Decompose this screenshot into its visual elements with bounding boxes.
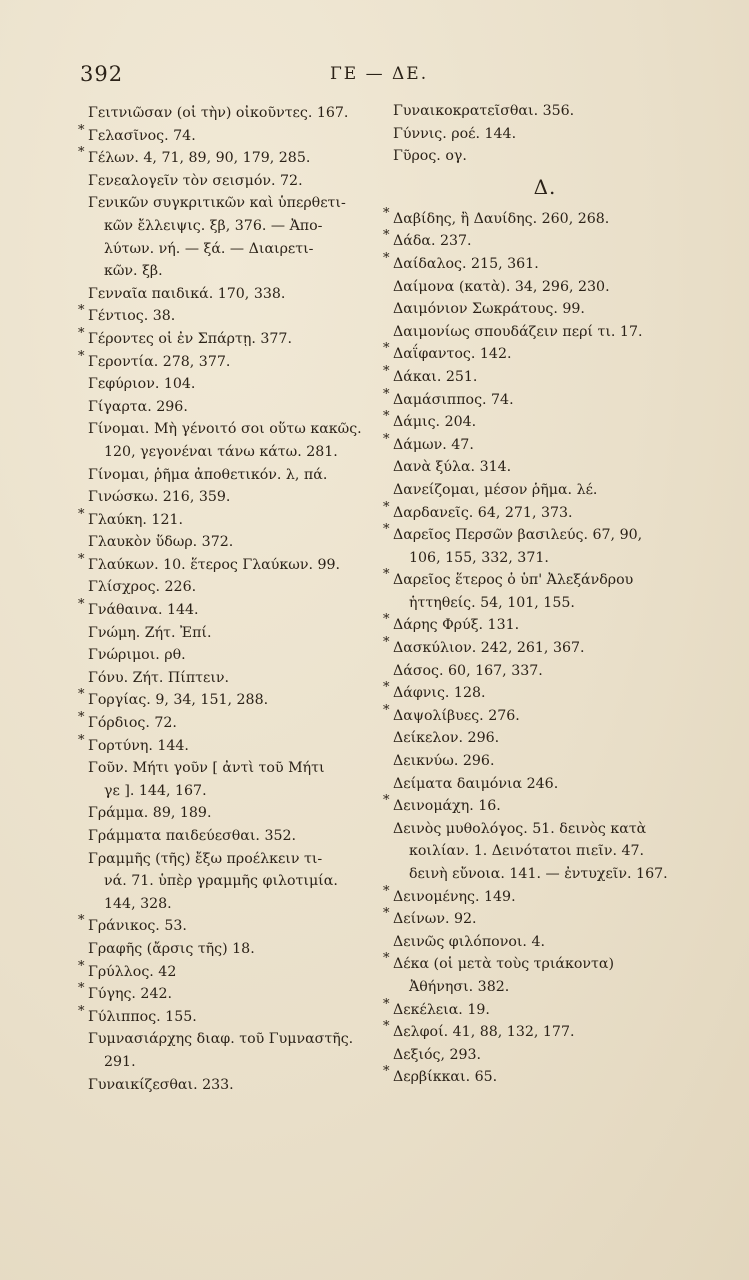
index-entry-line: Γεροντία. 278, 377. bbox=[88, 353, 231, 370]
asterisk-marker: * bbox=[383, 363, 390, 379]
index-entry-line: Γύλιππος. 155. bbox=[88, 1008, 197, 1025]
asterisk-marker: * bbox=[78, 981, 85, 997]
index-entry-line: Γενεαλογεῖν τὸν σεισμόν. 72. bbox=[88, 172, 303, 189]
index-entry bbox=[80, 757, 380, 802]
index-entry-line: Γέντιος. 38. bbox=[88, 308, 176, 325]
asterisk-marker: * bbox=[78, 913, 85, 929]
index-entry bbox=[383, 250, 705, 276]
index-entry-line: Δέκα (οἱ μετὰ τοὺς τριάκοντα) bbox=[393, 956, 615, 973]
index-entry bbox=[385, 276, 705, 299]
index-entry bbox=[80, 644, 380, 667]
index-entry bbox=[385, 100, 705, 123]
index-entry-line: Δασκύλιον. 242, 261, 367. bbox=[393, 640, 585, 657]
index-entry bbox=[80, 170, 380, 193]
asterisk-marker: * bbox=[78, 1003, 85, 1019]
index-entry-line: Δεικνύω. 296. bbox=[393, 753, 495, 770]
index-entry-line: Δαρδανεῖς. 64, 271, 373. bbox=[393, 504, 573, 521]
index-entry bbox=[383, 499, 705, 525]
index-entry-line: Δαβίδης, ἢ Δαυίδης. 260, 268. bbox=[393, 210, 610, 227]
asterisk-marker: * bbox=[383, 205, 390, 221]
asterisk-marker: * bbox=[383, 906, 390, 922]
index-entry bbox=[80, 147, 380, 170]
index-entry-line: Γύγης. 242. bbox=[88, 986, 173, 1003]
index-entry-line: Δαίμονα (κατὰ). 34, 296, 230. bbox=[393, 278, 610, 295]
index-entry bbox=[385, 818, 705, 886]
index-entry bbox=[385, 321, 705, 344]
index-entry-line: δεινὴ εὔνοια. 141. — ἐντυχεῖν. 167. bbox=[409, 866, 668, 882]
index-entry-line: Γέροντες οἱ ἐν Σπάρτῃ. 377. bbox=[88, 330, 292, 347]
index-entry bbox=[385, 479, 705, 502]
index-entry-line: Γειτνιῶσαν (οἱ τὴν) οἰκοῦντες. 167. bbox=[88, 105, 349, 121]
index-entry-line: Γύννις. ροέ. 144. bbox=[393, 125, 517, 142]
index-entry bbox=[80, 599, 380, 622]
index-entry-line: 291. bbox=[104, 1053, 136, 1070]
index-entry-line: Γραφῆς (ἄρσις τῆς) 18. bbox=[88, 940, 255, 957]
index-entry bbox=[385, 343, 705, 366]
index-entry-line: Δάσος. 60, 167, 337. bbox=[393, 662, 543, 679]
asterisk-marker: * bbox=[78, 303, 85, 319]
index-column-right-main bbox=[383, 205, 705, 1089]
asterisk-marker: * bbox=[78, 732, 85, 748]
index-entry-line: Γῦρος. ογ. bbox=[393, 148, 467, 165]
index-entry bbox=[80, 464, 380, 487]
section-heading: Δ. bbox=[533, 174, 557, 199]
index-entry-line: Γοργίας. 9, 34, 151, 288. bbox=[88, 692, 269, 709]
index-entry-line: Δείνων. 92. bbox=[393, 911, 477, 928]
index-column-right-top bbox=[385, 100, 705, 168]
index-entry bbox=[385, 456, 705, 479]
index-entry bbox=[385, 931, 705, 954]
index-entry bbox=[80, 802, 380, 825]
index-entry-line: Γοῦν. Μήτι γοῦν [ ἀντὶ τοῦ Μήτι bbox=[88, 760, 325, 777]
asterisk-marker: * bbox=[78, 122, 85, 138]
index-entry-line: Δάδα. 237. bbox=[393, 233, 472, 250]
asterisk-marker: * bbox=[78, 958, 85, 974]
index-entry bbox=[385, 524, 705, 569]
index-entry bbox=[78, 551, 380, 577]
index-entry-line: 106, 155, 332, 371. bbox=[409, 549, 549, 566]
index-entry bbox=[383, 883, 705, 909]
index-entry bbox=[80, 102, 380, 125]
asterisk-marker: * bbox=[78, 348, 85, 364]
index-entry-line: Γελασῖνος. 74. bbox=[88, 127, 196, 144]
index-entry bbox=[385, 1044, 705, 1067]
index-entry-line: Ἀθήνησι. 382. bbox=[409, 978, 510, 995]
index-entry-line: Δαίδαλος. 215, 361. bbox=[393, 255, 539, 272]
index-entry bbox=[385, 660, 705, 683]
asterisk-marker: * bbox=[383, 951, 390, 967]
asterisk-marker: * bbox=[383, 793, 390, 809]
index-entry bbox=[383, 205, 705, 231]
index-entry bbox=[385, 773, 705, 796]
index-entry-line: Δεινομάχη. 16. bbox=[393, 798, 501, 815]
index-entry-line: λύτων. νή. — ξά. — Διαιρετι- bbox=[104, 240, 314, 257]
index-entry bbox=[385, 411, 705, 434]
index-entry bbox=[78, 732, 380, 758]
index-entry-line: Δεινὸς μυθολόγος. 51. δεινὸς κατὰ bbox=[393, 820, 647, 837]
index-entry-line: Γλαυκὸν ὕδωρ. 372. bbox=[88, 534, 234, 551]
index-entry-line: Δείματα δαιμόνια 246. bbox=[393, 775, 559, 792]
index-entry-line: ἡττηθείς. 54, 101, 155. bbox=[409, 594, 575, 611]
index-entry bbox=[80, 576, 380, 599]
index-entry-line: Δάκαι. 251. bbox=[393, 368, 478, 385]
index-entry bbox=[383, 386, 705, 412]
index-column-right bbox=[385, 100, 705, 1089]
index-entry-line: Δείκελον. 296. bbox=[393, 730, 500, 747]
index-entry bbox=[78, 325, 380, 351]
index-entry-line: Δαμάσιππος. 74. bbox=[393, 391, 514, 408]
index-entry bbox=[385, 750, 705, 773]
index-entry bbox=[80, 938, 380, 961]
index-entry-line: Δάρης Φρύξ. 131. bbox=[393, 617, 520, 634]
index-entry bbox=[80, 983, 380, 1006]
index-entry-line: Γυναικίζεσθαι. 233. bbox=[88, 1076, 234, 1093]
index-entry-line: Δάμων. 47. bbox=[393, 436, 474, 453]
index-entry-line: Γέλων. 4, 71, 89, 90, 179, 285. bbox=[88, 150, 311, 167]
index-entry-line: Δεξιός, 293. bbox=[393, 1046, 482, 1063]
index-entry-line: Γόνυ. Ζήτ. Πίπτειν. bbox=[88, 669, 230, 686]
index-entry-line: Γορτύνη. 144. bbox=[88, 737, 189, 754]
index-entry-line: Γλαύκη. 121. bbox=[88, 511, 184, 528]
index-entry bbox=[385, 145, 705, 168]
index-entry bbox=[385, 123, 705, 146]
index-entry-line: Γράμμα. 89, 189. bbox=[88, 805, 212, 822]
asterisk-marker: * bbox=[78, 551, 85, 567]
index-entry bbox=[385, 637, 705, 660]
asterisk-marker: * bbox=[383, 431, 390, 447]
index-entry bbox=[80, 305, 380, 328]
index-entry bbox=[80, 1074, 380, 1097]
asterisk-marker: * bbox=[383, 499, 390, 515]
index-column-left bbox=[80, 102, 380, 1096]
asterisk-marker: * bbox=[78, 506, 85, 522]
asterisk-marker: * bbox=[383, 409, 390, 425]
index-entry bbox=[385, 614, 705, 637]
index-entry bbox=[385, 1021, 705, 1044]
index-entry-line: Δαΐφαντος. 142. bbox=[393, 346, 512, 363]
index-entry-line: γε ]. 144, 167. bbox=[104, 782, 207, 799]
index-entry-line: κῶν ἔλλειψις. ξβ, 376. — Ἀπο- bbox=[104, 217, 323, 234]
index-entry-line: Γινώσκω. 216, 359. bbox=[88, 489, 231, 506]
index-entry-line: Δελφοί. 41, 88, 132, 177. bbox=[393, 1024, 575, 1041]
index-entry bbox=[80, 486, 380, 509]
index-entry bbox=[383, 996, 705, 1022]
index-entry bbox=[385, 569, 705, 614]
index-entry-line: Δανείζομαι, μέσον ῥῆμα. λέ. bbox=[393, 481, 598, 498]
index-entry bbox=[80, 418, 380, 463]
index-entry-line: Δαιμονίως σπουδάζειν περί τι. 17. bbox=[393, 323, 643, 340]
index-entry bbox=[80, 283, 380, 306]
index-entry bbox=[383, 431, 705, 457]
index-entry bbox=[80, 396, 380, 419]
index-entry bbox=[385, 795, 705, 818]
index-entry bbox=[385, 682, 705, 705]
index-entry bbox=[80, 192, 380, 282]
index-entry-line: Γράνικος. 53. bbox=[88, 918, 187, 935]
index-entry-line: Δαψολίβυες. 276. bbox=[393, 707, 520, 724]
asterisk-marker: * bbox=[383, 341, 390, 357]
index-entry bbox=[80, 915, 380, 938]
index-entry bbox=[80, 531, 380, 554]
index-entry-line: Γνώριμοι. ρθ. bbox=[88, 647, 186, 664]
index-entry-line: Γόρδιος. 72. bbox=[88, 715, 177, 732]
index-entry-line: Γίνομαι, ῥῆμα ἀποθετικόν. λ, πά. bbox=[88, 466, 328, 483]
index-entry bbox=[383, 702, 705, 728]
asterisk-marker: * bbox=[383, 1064, 390, 1080]
asterisk-marker: * bbox=[78, 597, 85, 613]
index-entry bbox=[385, 908, 705, 931]
asterisk-marker: * bbox=[383, 1019, 390, 1035]
index-entry bbox=[80, 825, 380, 848]
index-entry-line: κῶν. ξβ. bbox=[104, 263, 163, 280]
index-entry bbox=[385, 727, 705, 750]
index-entry-line: Δανὰ ξύλα. 314. bbox=[393, 459, 512, 476]
index-entry-line: Γράμματα παιδεύεσθαι. 352. bbox=[88, 828, 297, 844]
index-entry bbox=[385, 298, 705, 321]
index-entry-line: Δαιμόνιον Σωκράτους. 99. bbox=[393, 301, 585, 318]
running-head: ΓΕ — ΔΕ. bbox=[330, 64, 429, 84]
index-entry-line: 120, γεγονέναι τάνω κάτω. 281. bbox=[104, 443, 338, 460]
index-entry-line: Γλίσχρος. 226. bbox=[88, 579, 197, 596]
index-entry-line: Γενναῖα παιδικά. 170, 338. bbox=[88, 285, 286, 302]
index-entry bbox=[78, 122, 380, 148]
index-entry-line: Γραμμῆς (τῆς) ἔξω προέλκειν τι- bbox=[88, 850, 323, 867]
asterisk-marker: * bbox=[78, 710, 85, 726]
index-entry-line: Δαρεῖος ἕτερος ὁ ὑπ' Ἀλεξάνδρου bbox=[393, 572, 634, 589]
index-entry-line: Γενικῶν συγκριτικῶν καὶ ὑπερθετι- bbox=[88, 195, 346, 212]
index-entry-line: Δάμις. 204. bbox=[393, 414, 477, 431]
asterisk-marker: * bbox=[383, 228, 390, 244]
index-entry bbox=[385, 230, 705, 253]
index-entry-line: Γυναικοκρατεῖσθαι. 356. bbox=[393, 103, 575, 119]
index-entry bbox=[80, 667, 380, 690]
index-entry bbox=[385, 953, 705, 998]
index-entry bbox=[78, 348, 380, 374]
index-entry bbox=[80, 848, 380, 916]
index-entry-line: 144, 328. bbox=[104, 895, 172, 912]
index-entry-line: Δαρεῖος Περσῶν βασιλεύς. 67, 90, bbox=[393, 527, 643, 544]
index-entry-line: Γυμνασιάρχης διαφ. τοῦ Γυμναστῆς. bbox=[88, 1031, 354, 1048]
index-entry bbox=[80, 373, 380, 396]
index-entry-line: κοιλίαν. 1. Δεινότατοι πιεῖν. 47. bbox=[409, 843, 645, 860]
asterisk-marker: * bbox=[383, 522, 390, 538]
index-entry-line: Γίγαρτα. 296. bbox=[88, 398, 188, 415]
index-entry bbox=[78, 958, 380, 984]
index-entry-line: Γεφύριον. 104. bbox=[88, 376, 196, 393]
index-entry-line: Γνώμη. Ζήτ. Ἐπί. bbox=[88, 624, 212, 641]
asterisk-marker: * bbox=[383, 250, 390, 266]
asterisk-marker: * bbox=[383, 567, 390, 583]
asterisk-marker: * bbox=[383, 680, 390, 696]
asterisk-marker: * bbox=[78, 325, 85, 341]
asterisk-marker: * bbox=[383, 702, 390, 718]
asterisk-marker: * bbox=[78, 687, 85, 703]
index-entry-line: Γίνομαι. Μὴ γένοιτό σοι οὕτω κακῶς. bbox=[88, 421, 362, 438]
index-entry-line: νά. 71. ὑπὲρ γραμμῆς φιλοτιμία. bbox=[104, 873, 338, 890]
index-entry bbox=[385, 1066, 705, 1089]
asterisk-marker: * bbox=[383, 883, 390, 899]
asterisk-marker: * bbox=[78, 145, 85, 161]
index-entry-line: Δεκέλεια. 19. bbox=[393, 1001, 490, 1018]
index-entry-line: Δεινῶς φιλόπονοι. 4. bbox=[393, 933, 545, 950]
index-entry bbox=[80, 622, 380, 645]
index-entry-line: Δάφνις. 128. bbox=[393, 685, 486, 702]
asterisk-marker: * bbox=[383, 612, 390, 628]
asterisk-marker: * bbox=[383, 386, 390, 402]
page-number: 392 bbox=[80, 62, 124, 86]
index-entry-line: Γρύλλος. 42 bbox=[88, 963, 177, 980]
index-entry-line: Δερβίκκαι. 65. bbox=[393, 1069, 498, 1086]
index-entry bbox=[80, 1028, 380, 1073]
index-entry-line: Γνάθαινα. 144. bbox=[88, 602, 199, 619]
index-entry bbox=[78, 1003, 380, 1029]
index-entry bbox=[80, 689, 380, 712]
index-entry bbox=[78, 506, 380, 532]
asterisk-marker: * bbox=[383, 996, 390, 1012]
index-entry-line: Γλαύκων. 10. ἕτερος Γλαύκων. 99. bbox=[88, 556, 341, 573]
asterisk-marker: * bbox=[383, 635, 390, 651]
index-entry bbox=[80, 712, 380, 735]
page-header bbox=[80, 62, 689, 92]
index-entry bbox=[383, 363, 705, 389]
index-entry-line: Δεινομένης. 149. bbox=[393, 888, 516, 905]
